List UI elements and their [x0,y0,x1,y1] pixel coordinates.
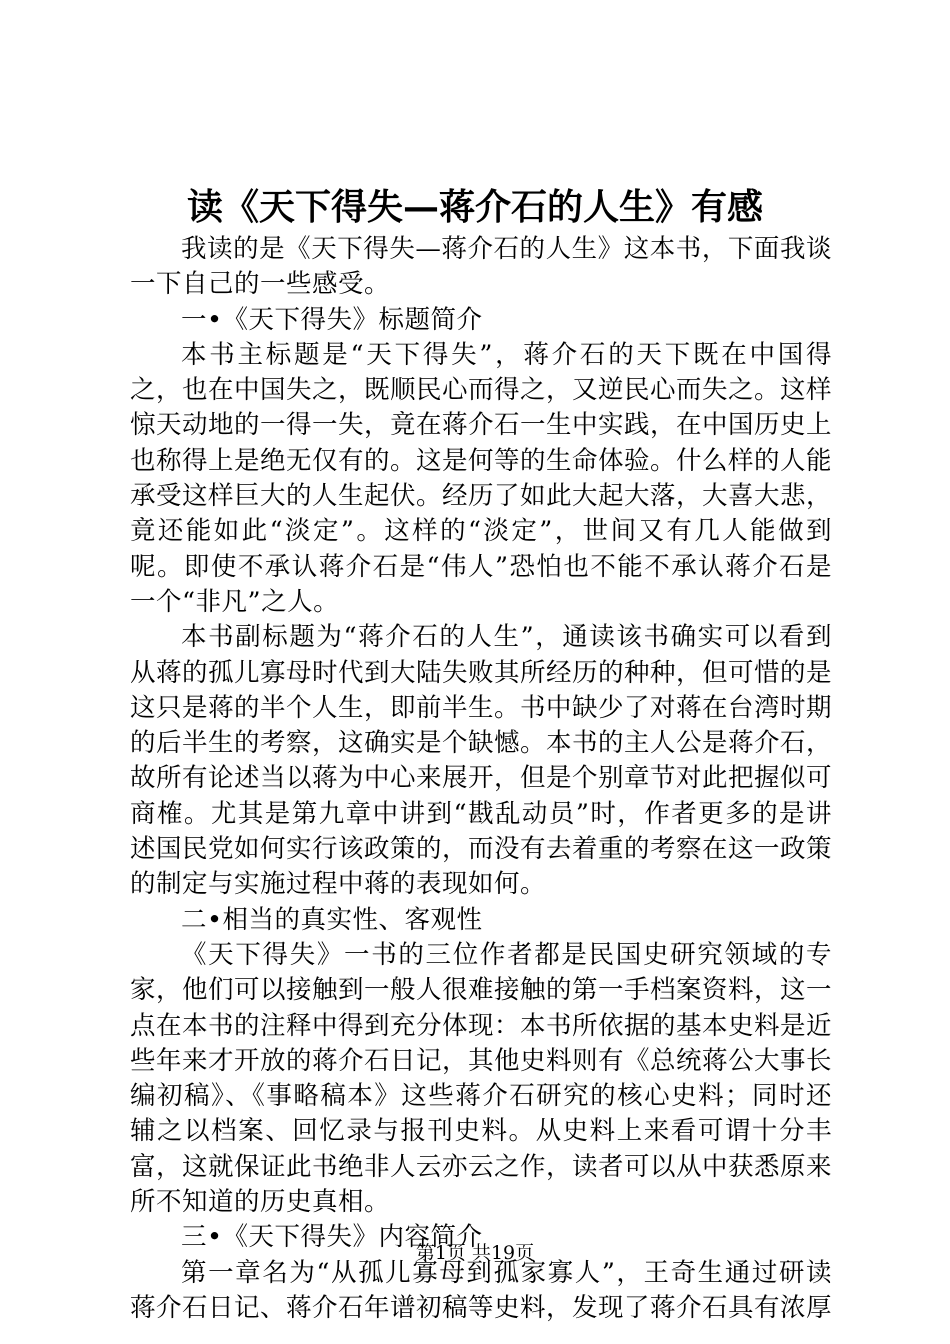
section-3-heading: 三•《天下得失》内容简介 [181,1222,483,1253]
document-body [130,232,832,1326]
section-3-paragraph-1: 第一章名为“从孤儿寡母到孤家寡人”，王奇生通过研读蒋介石日记、蒋介石年谱初稿等史料，发现了蒋介石具有浓厚 [130,1257,833,1323]
intro-paragraph: 我读的是《天下得失—蒋介石的人生》这本书，下面我谈一下自己的一些感受。 [130,234,832,300]
page-footer: 第1页 共19页 [415,1242,535,1264]
section-1-paragraph-2: 本书副标题为“蒋介石的人生”，通读该书确实可以看到从蒋的孤儿寡母时代到大陆失败其所经历的种种，但可惜的是这只是蒋的半个人生，即前半生。书中缺少了对蒋在台湾时期的后半生的考察，这确实是个缺憾。本书的主人公是蒋介石，故所有论述当以蒋为中心来展开，但是个别章节对此把握似可商榷。尤其是第九章中讲到“戡乱动员”时，作者更多的是讲述国民党如何实行该政策的，而没有去着重的考察在这一政策的制定与实施过程中蒋的表现如何。 [130,622,833,900]
section-2-heading: 二•相当的真实性、客观性 [181,904,483,935]
document-title: 读《天下得失—蒋介石的人生》有感 [186,186,763,228]
section-2-paragraph-1: 《天下得失》一书的三位作者都是民国史研究领域的专家，他们可以接触到一般人很难接触的第一手档案资料，这一点在本书的注释中得到充分体现：本书所依据的基本史料是近些年来才开放的蒋介石日记，其他史料则有《总统蒋公大事长编初稿》、《事略稿本》这些蒋介石研究的核心史料；同时还辅之以档案、回忆录与报刊史料。从史料上来看可谓十分丰富，这就保证此书绝非人云亦云之作，读者可以从中获悉原来所不知道的历史真相。 [130,939,833,1218]
section-1-heading: 一•《天下得失》标题简介 [181,304,483,335]
section-1-paragraph-1: 本书主标题是“天下得失”，蒋介石的天下既在中国得之，也在中国失之，既顺民心而得之，又逆民心而失之。这样惊天动地的一得一失，竟在蒋介石一生中实践，在中国历史上也称得上是绝无仅有的。这是何等的生命体验。什么样的人能承受这样巨大的人生起伏。经历了如此大起大落，大喜大悲，竟还能如此“淡定”。这样的“淡定”，世间又有几人能做到呢。即使不承认蒋介石是“伟人”恐怕也不能不承认蒋介石是一个“非凡”之人。 [130,339,833,617]
